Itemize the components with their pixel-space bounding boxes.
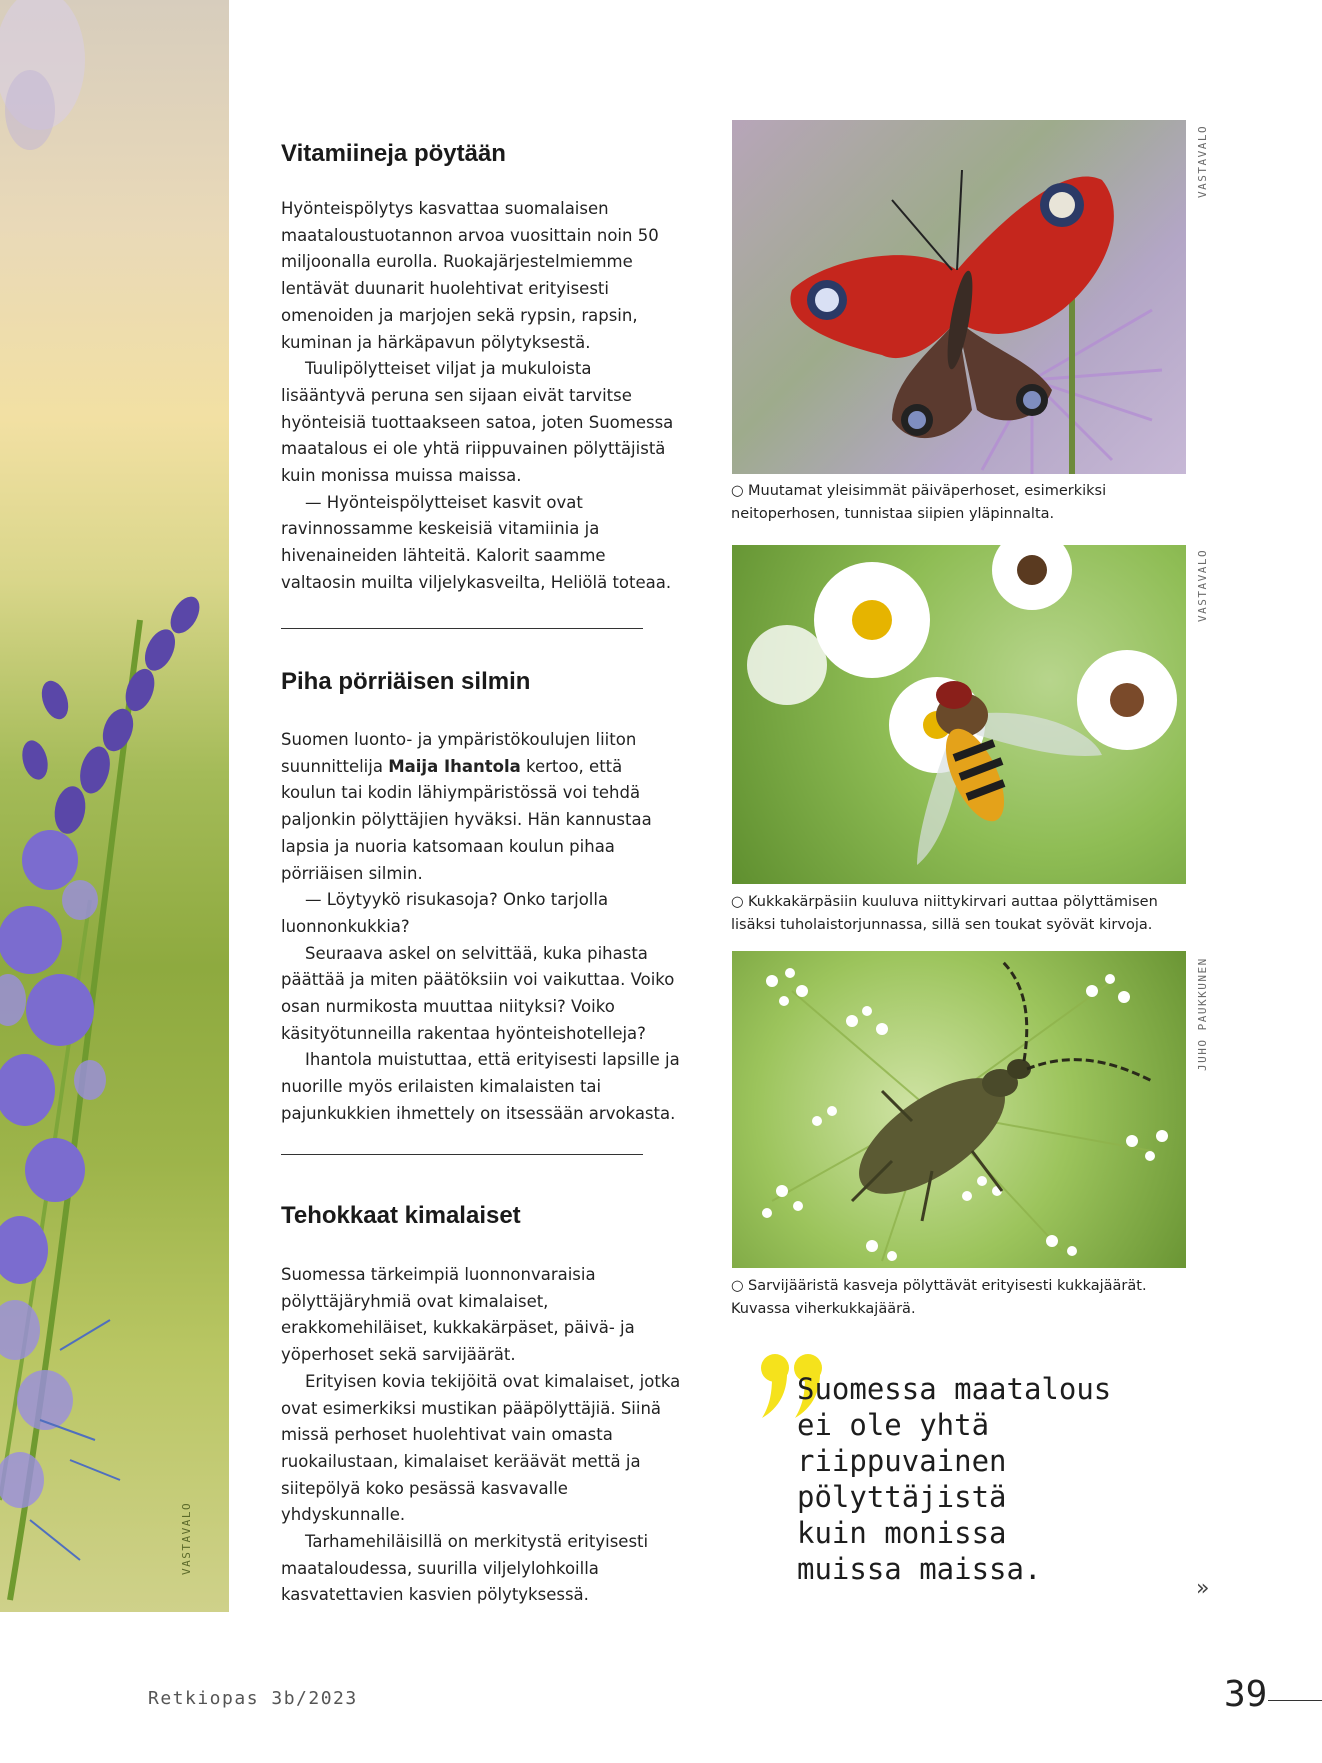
photo-credit: VASTAVALO	[1196, 124, 1209, 198]
continue-chevron-icon: »	[1196, 1576, 1210, 1601]
photo-caption: ○ Sarvijääristä kasveja pölyttävät erityisesti kukkajäärät. Kuvassa viherkukkajäärä.	[731, 1278, 1147, 1317]
section-heading-bumblebees: Tehokkaat kimalaiset	[281, 1202, 521, 1229]
flower-illustration	[0, 0, 229, 1612]
paragraph: Erityisen kovia tekijöitä ovat kimalaiset, jotka ovat esimerkiksi mustikan pääpölyttäjiä. Siinä missä perhoset huolehtivat vain omasta ruokailustaan, kimalaiset keräävät mettä ja siitepölyä koko pesässä kasvavalle yhdyskunnalle.	[281, 1371, 681, 1525]
paragraph: — Löytyykö risukasoja? Onko tarjolla luonnonkukkia?	[281, 890, 609, 936]
section-heading-vitamins: Vitamiineja pöytään	[281, 140, 506, 167]
pull-quote-line: kuin monissa	[797, 1516, 1007, 1550]
beetle-photo	[732, 951, 1186, 1268]
pull-quote-line: riippuvainen	[797, 1444, 1007, 1478]
paragraph: Seuraava askel on selvittää, kuka pihasta päättää ja miten päätöksiin voi vaikuttaa. Voiko osan nurmikosta muuttaa niityksi? Voiko käsityötunneilla rakentaa hyönteishotelleja?	[281, 943, 675, 1043]
section-body-yard	[281, 727, 681, 1128]
side-flower-photo	[0, 0, 229, 1612]
paragraph: Tuulipölytteiset viljat ja mukuloista lisääntyvä peruna sen sijaan eivät tarvitse hyönteisiä tuottaakseen satoa, joten Suomessa maatalous ei ole yhtä riippuvainen pölyttäjistä kuin monissa muissa maissa.	[281, 359, 674, 486]
paragraph: Suomessa tärkeimpiä luonnonvaraisia pölyttäjäryhmiä ovat kimalaiset, erakkomehiläiset, kukkakärpäset, päivä- ja yöperhoset sekä sarvijäärät.	[281, 1265, 635, 1365]
hoverfly-photo	[732, 545, 1186, 884]
person-name: Maija Ihantola	[388, 756, 521, 776]
photo-caption: ○ Kukkakärpäsiin kuuluva niittykirvari auttaa pölyttämisen lisäksi tuholaistorjunnassa, sillä sen toukat syövät kirvoja.	[731, 894, 1158, 933]
pull-quote-line: muissa maissa.	[797, 1552, 1042, 1586]
section-body-bumblebees	[281, 1262, 681, 1609]
section-heading-yard: Piha pörriäisen silmin	[281, 668, 531, 695]
pull-quote-line: ei ole yhtä	[797, 1408, 990, 1442]
paragraph: Suomen luonto- ja ympäristökoulujen liiton suunnittelija Maija Ihantola kertoo, että koulun tai kodin lähiympäristössä voi tehdä paljonkin pölyttäjien hyväksi. Hän kannustaa lapsia ja nuoria katsomaan koulun pihaa pörriäisen silmin.	[281, 730, 652, 883]
pull-quote	[797, 1371, 1137, 1587]
section-divider	[281, 628, 643, 629]
photo-credit: VASTAVALO	[1196, 548, 1209, 622]
section-divider	[281, 1154, 643, 1155]
page-number: 39	[1224, 1674, 1268, 1715]
pull-quote-line: Suomessa maatalous	[797, 1372, 1112, 1406]
paragraph: Ihantola muistuttaa, että erityisesti lapsille ja nuorille myös erilaisten kimalaisten tai pajunkukkien ihmettely on itsessään arvokasta.	[281, 1050, 680, 1123]
photo-credit: JUHO PAUKKUNEN	[1196, 957, 1209, 1071]
page-number-rule	[1268, 1700, 1322, 1701]
side-photo-credit: VASTAVALO	[180, 1501, 193, 1575]
photo-caption: ○ Muutamat yleisimmät päiväperhoset, esimerkiksi neitoperhosen, tunnistaa siipien yläpinnalta.	[731, 483, 1107, 522]
pull-quote-line: pölyttäjistä	[797, 1480, 1007, 1514]
paragraph: Hyönteispölytys kasvattaa suomalaisen maataloustuotannon arvoa vuosittain noin 50 miljoonalla eurolla. Ruokajärjestelmiemme lentävät duunarit huolehtivat erityisesti omenoiden ja marjojen sekä rypsin, rapsin, kuminan ja härkäpavun pölytyksestä.	[281, 199, 659, 352]
hoverfly-illustration	[732, 545, 1186, 884]
paragraph: Tarhamehiläisillä on merkitystä erityisesti maataloudessa, suurilla viljelylohkoilla kasvatettavien kasvien pölytyksessä.	[281, 1532, 649, 1605]
beetle-illustration	[732, 951, 1186, 1268]
section-body-vitamins	[281, 196, 681, 597]
paragraph: — Hyönteispölytteiset kasvit ovat ravinnossamme keskeisiä vitamiinia ja hivenaineiden lähteitä. Kalorit saamme valtaosin muilta viljelykasveilta, Heliölä toteaa.	[281, 492, 672, 592]
butterfly-photo	[732, 120, 1186, 474]
magazine-issue: Retkiopas 3b/2023	[148, 1688, 358, 1709]
butterfly-illustration	[732, 120, 1186, 474]
